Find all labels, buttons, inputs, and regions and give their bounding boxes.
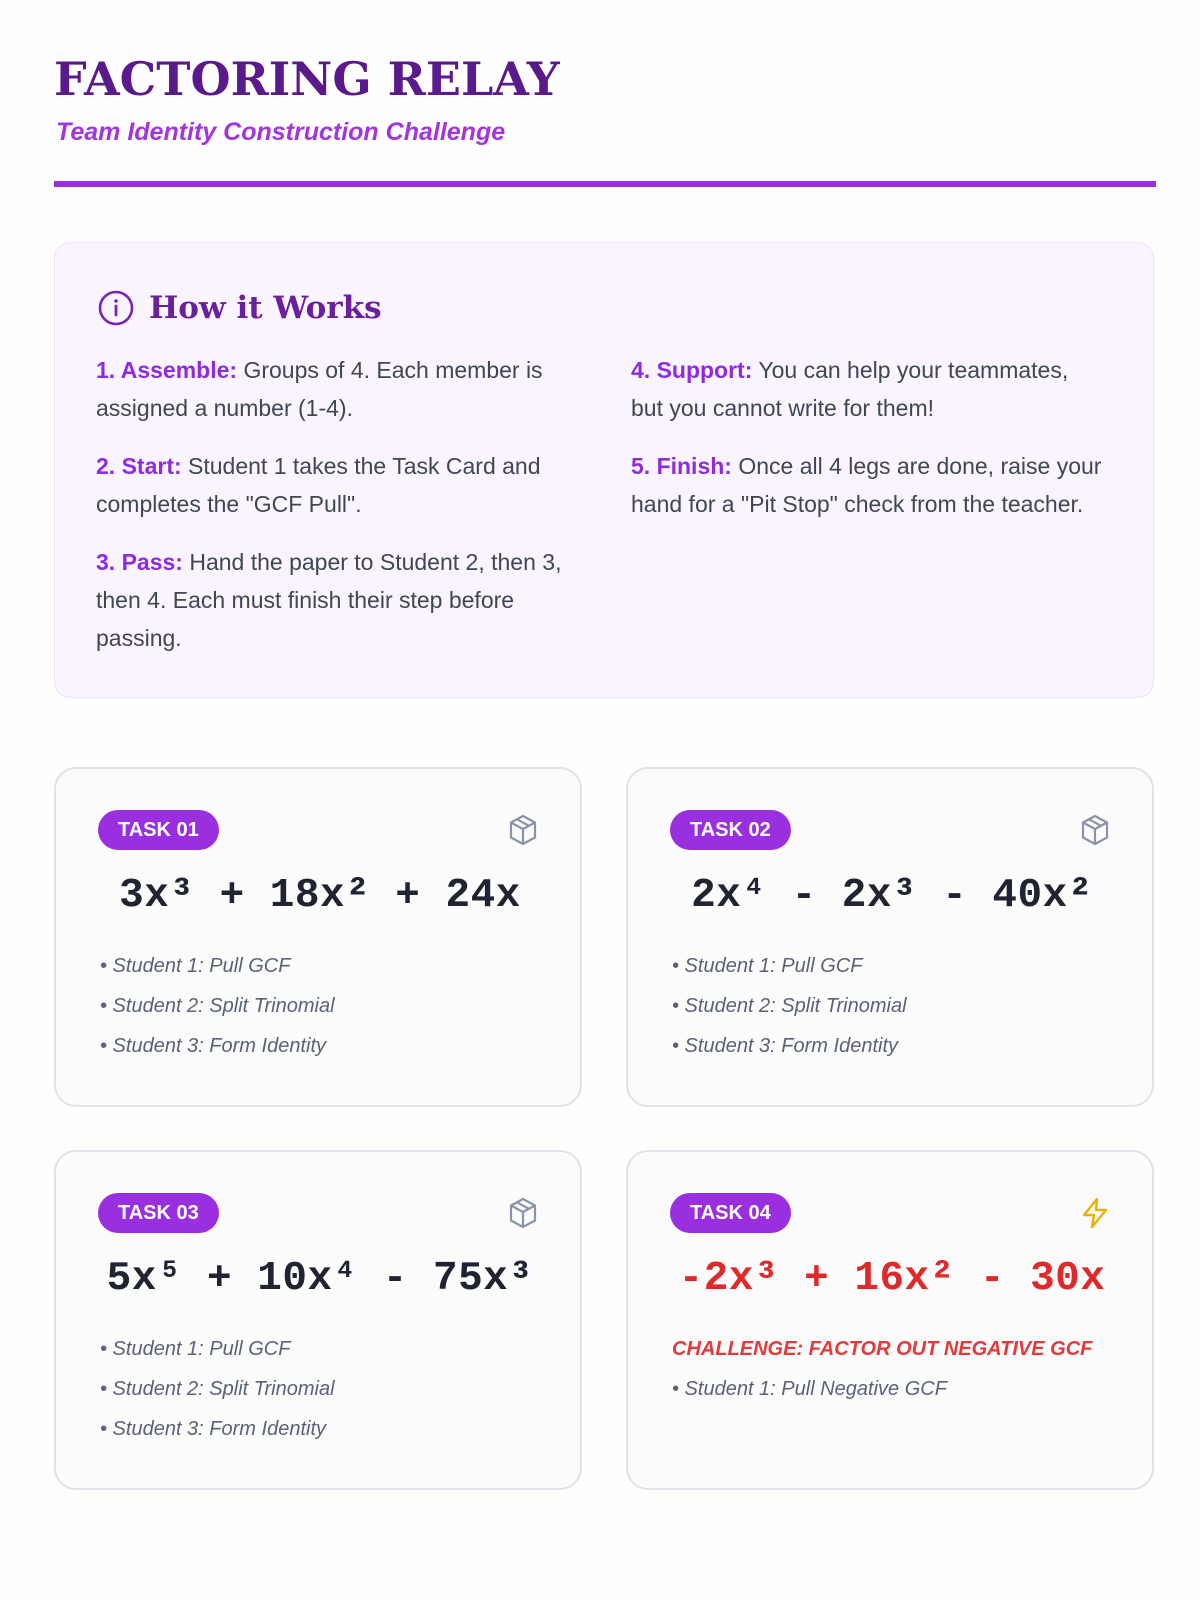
how-it-works-panel <box>54 242 1154 698</box>
list-item: • Student 1: Pull GCF <box>672 955 863 977</box>
header-divider <box>54 181 1156 187</box>
task-badge: TASK 04 <box>670 1193 791 1233</box>
task-expression: 5x⁵ + 10x⁴ - 75x³ <box>106 1256 534 1302</box>
step-text: Once all 4 legs are done, raise your hand for a "Pit Stop" check from the teacher. <box>631 453 1102 517</box>
step-start <box>96 447 571 523</box>
page-title: FACTORING RELAY <box>54 52 560 106</box>
step-support <box>631 351 1106 427</box>
cube-icon <box>506 813 540 847</box>
task-steps-list <box>100 954 550 1074</box>
step-assemble <box>96 351 571 427</box>
list-item: • Student 2: Split Trinomial <box>672 995 907 1017</box>
task-badge: TASK 02 <box>670 810 791 850</box>
task-card-01 <box>54 767 582 1107</box>
step-key: 5. Finish: <box>631 453 732 479</box>
step-key: 4. Support: <box>631 357 753 383</box>
list-item: • Student 3: Form Identity <box>672 1035 898 1057</box>
list-item: • Student 3: Form Identity <box>100 1418 326 1440</box>
step-key: 2. Start: <box>96 453 182 479</box>
task-badge: TASK 01 <box>98 810 219 850</box>
step-text: Hand the paper to Student 2, then 3, then 4. Each must finish their step before passing. <box>96 549 562 651</box>
list-item: • Student 1: Pull Negative GCF <box>672 1378 947 1400</box>
task-steps-list <box>100 1337 550 1457</box>
step-finish <box>631 447 1106 523</box>
list-item: • Student 1: Pull GCF <box>100 955 291 977</box>
step-key: 3. Pass: <box>96 549 183 575</box>
task-expression: -2x³ + 16x² - 30x <box>678 1256 1106 1302</box>
list-item: • Student 3: Form Identity <box>100 1035 326 1057</box>
lightning-icon <box>1078 1196 1112 1230</box>
challenge-note: CHALLENGE: FACTOR OUT NEGATIVE GCF <box>672 1338 1093 1360</box>
task-card-02 <box>626 767 1154 1107</box>
steps-column-left <box>96 351 571 677</box>
cube-icon <box>506 1196 540 1230</box>
step-text: Student 1 takes the Task Card and completes the "GCF Pull". <box>96 453 541 517</box>
task-steps-list <box>672 1337 1122 1417</box>
how-it-works-header <box>97 289 382 327</box>
task-steps-list <box>672 954 1122 1074</box>
step-pass <box>96 543 571 657</box>
step-text: You can help your teammates, but you cannot write for them! <box>631 357 1069 421</box>
list-item: • Student 2: Split Trinomial <box>100 1378 335 1400</box>
info-circle-icon <box>97 289 135 327</box>
list-item: • Student 2: Split Trinomial <box>100 995 335 1017</box>
task-expression: 2x⁴ - 2x³ - 40x² <box>691 873 1093 919</box>
task-expression: 3x³ + 18x² + 24x <box>119 873 521 919</box>
task-card-03 <box>54 1150 582 1490</box>
cube-icon <box>1078 813 1112 847</box>
task-badge: TASK 03 <box>98 1193 219 1233</box>
steps-column-right <box>631 351 1106 543</box>
page-subtitle: Team Identity Construction Challenge <box>56 118 506 146</box>
how-it-works-title: How it Works <box>149 290 382 326</box>
step-key: 1. Assemble: <box>96 357 238 383</box>
task-card-04 <box>626 1150 1154 1490</box>
list-item: • Student 1: Pull GCF <box>100 1338 291 1360</box>
step-text: Groups of 4. Each member is assigned a number (1-4). <box>96 357 543 421</box>
